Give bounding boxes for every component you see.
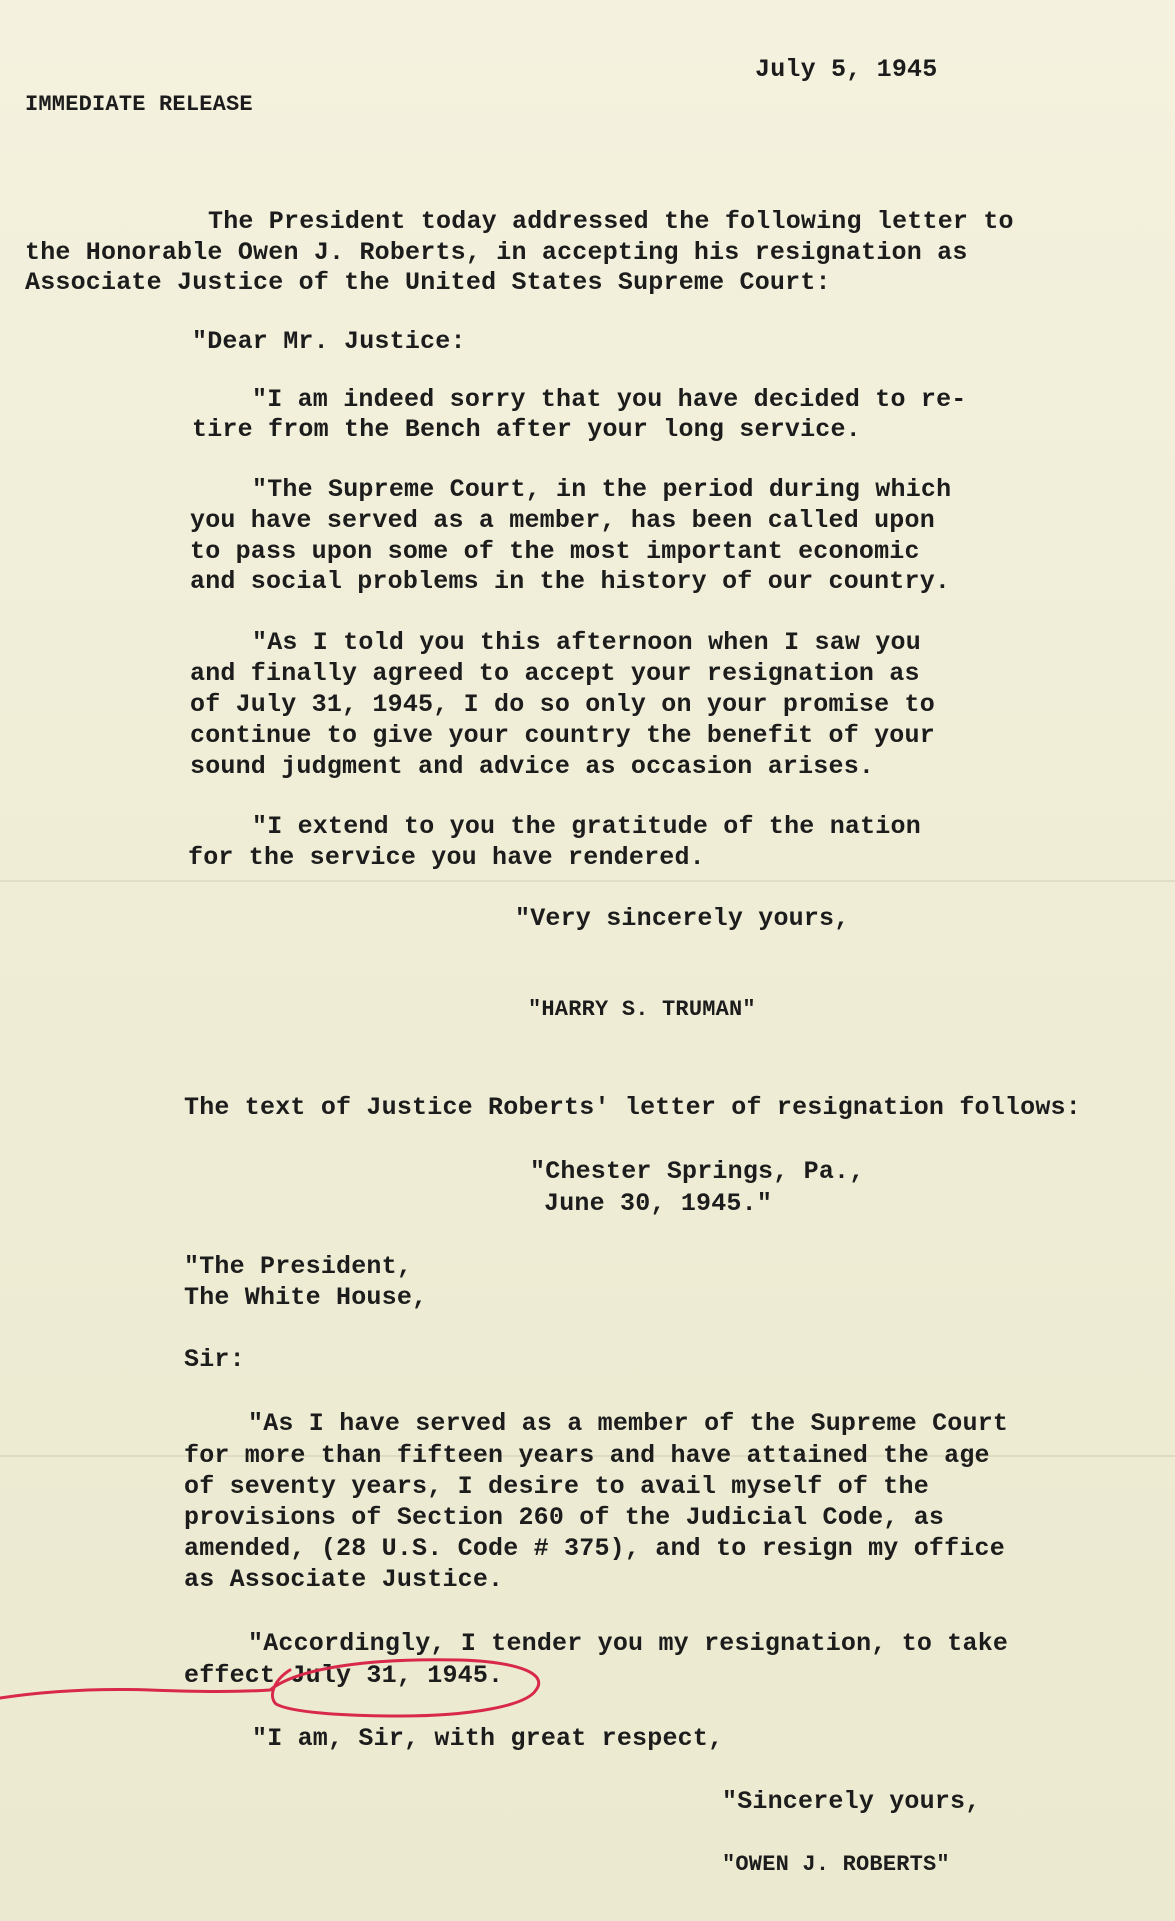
release-label: IMMEDIATE RELEASE [25, 92, 253, 117]
roberts-signature: "OWEN J. ROBERTS" [722, 1852, 950, 1877]
intro-line: Associate Justice of the United States Supreme Court: [25, 268, 831, 297]
truman-paragraph-line: you have served as a member, has been called upon [190, 506, 935, 535]
roberts-effective-date-line: effect July 31, 1945. [184, 1661, 504, 1690]
truman-paragraph-line: "I extend to you the gratitude of the nation [252, 812, 921, 841]
intro-line: the Honorable Owen J. Roberts, in accepting his resignation as [25, 238, 968, 267]
truman-paragraph-line: for the service you have rendered. [188, 843, 705, 872]
roberts-paragraph-line: as Associate Justice. [184, 1565, 504, 1594]
intro-line: The President today addressed the following letter to [208, 207, 1014, 236]
roberts-paragraph-line: for more than fifteen years and have attained the age [184, 1441, 990, 1470]
truman-paragraph-line: and finally agreed to accept your resignation as [190, 659, 920, 688]
truman-paragraph-line: "I am indeed sorry that you have decided to re- [252, 385, 967, 414]
roberts-salutation: Sir: [184, 1345, 245, 1374]
truman-closing: "Very sincerely yours, [515, 904, 850, 933]
truman-paragraph-line: of July 31, 1945, I do so only on your promise to [190, 690, 935, 719]
truman-signature: "HARRY S. TRUMAN" [528, 997, 756, 1022]
release-date: July 5, 1945 [755, 55, 938, 84]
roberts-date: June 30, 1945." [544, 1189, 773, 1218]
roberts-respect-line: "I am, Sir, with great respect, [252, 1724, 724, 1753]
truman-paragraph-line: tire from the Bench after your long service. [192, 415, 861, 444]
roberts-place: "Chester Springs, Pa., [530, 1157, 865, 1186]
transition-text: The text of Justice Roberts' letter of resignation follows: [184, 1093, 1081, 1122]
paper-fold [0, 880, 1175, 882]
roberts-paragraph-line: provisions of Section 260 of the Judicial Code, as [184, 1503, 945, 1532]
truman-paragraph-line: to pass upon some of the most important economic [190, 537, 920, 566]
roberts-paragraph-line: "Accordingly, I tender you my resignation, to take [248, 1629, 1009, 1658]
roberts-paragraph-line: of seventy years, I desire to avail myself of the [184, 1472, 929, 1501]
truman-salutation: "Dear Mr. Justice: [192, 327, 466, 356]
truman-paragraph-line: "As I told you this afternoon when I saw you [252, 628, 921, 657]
truman-paragraph-line: and social problems in the history of our country. [190, 567, 951, 596]
roberts-paragraph-line: amended, (28 U.S. Code # 375), and to resign my office [184, 1534, 1005, 1563]
truman-paragraph-line: sound judgment and advice as occasion arises. [190, 752, 875, 781]
roberts-address-line: "The President, [184, 1252, 413, 1281]
roberts-address-line: The White House, [184, 1283, 428, 1312]
truman-paragraph-line: "The Supreme Court, in the period during which [252, 475, 952, 504]
truman-paragraph-line: continue to give your country the benefit of your [190, 721, 935, 750]
roberts-paragraph-line: "As I have served as a member of the Supreme Court [248, 1409, 1009, 1438]
roberts-closing: "Sincerely yours, [722, 1787, 981, 1816]
